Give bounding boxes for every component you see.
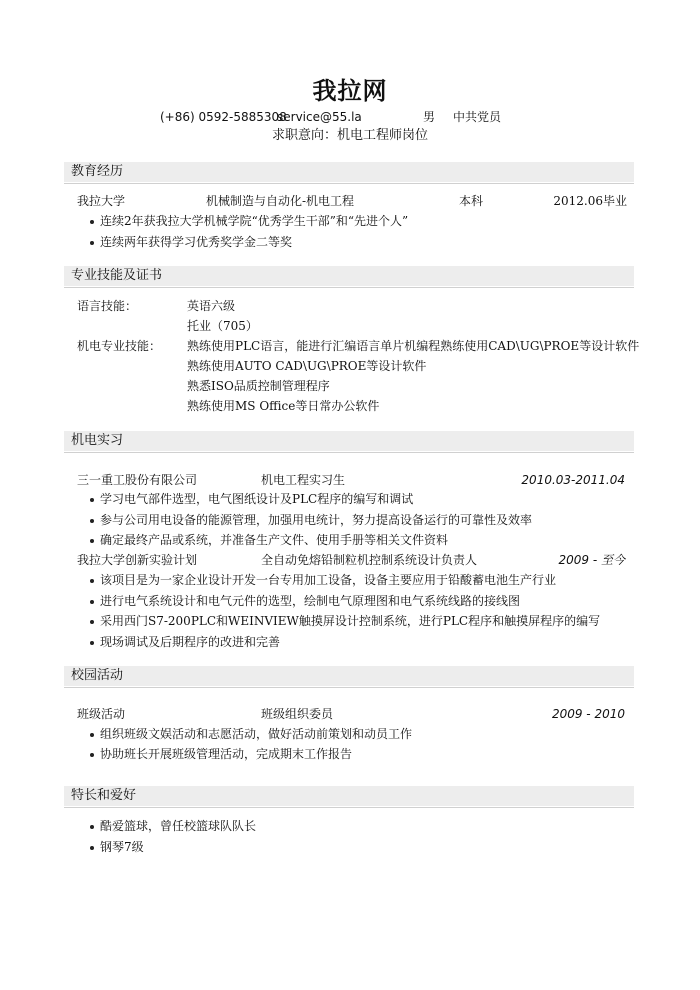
section-header-campus [64, 666, 634, 686]
company-name: 我拉大学创新实验计划 [77, 553, 198, 567]
section-title: 教育经历 [71, 164, 124, 179]
section-header-internship [64, 431, 634, 451]
list-item: 参与公司用电设备的能源管理，加强用电统计，努力提高设备运行的可靠性及效率 [100, 513, 533, 527]
divider [64, 183, 634, 184]
divider [64, 807, 634, 808]
degree: 本科 [459, 194, 484, 208]
bullet [90, 519, 94, 523]
major: 机械制造与自动化-机电工程 [206, 194, 355, 208]
divider [64, 687, 634, 688]
page-title: 我拉网 [312, 76, 388, 105]
bullet [90, 733, 94, 737]
list-item: 熟练使用AUTO CAD\UG\PROE等设计软件 [187, 359, 427, 373]
list-item: 进行电气系统设计和电气元件的选型，绘制电气原理图和电气系统线路的接线图 [100, 594, 521, 608]
bullet [90, 579, 94, 583]
list-item: 学习电气部件选型，电气图纸设计及PLC程序的编写和调试 [100, 492, 414, 506]
phone: (+86) 0592-5885308 [160, 110, 287, 124]
section-header-education [64, 162, 634, 182]
bullet [90, 620, 94, 624]
bullet [90, 825, 94, 829]
list-item: 连续2年获我拉大学机械学院“优秀学生干部”和“先进个人” [100, 214, 409, 228]
job-objective: 求职意向：机电工程师岗位 [271, 128, 428, 143]
email: service@55.la [277, 110, 362, 124]
language-skill-label: 语言技能： [77, 299, 138, 313]
activity-date: 2009 - 2010 [551, 707, 625, 721]
mech-skill-label: 机电专业技能： [77, 339, 162, 353]
bullet [90, 539, 94, 543]
list-item: 熟练使用MS Office等日常办公软件 [187, 399, 380, 413]
activity-org: 班级活动 [77, 707, 126, 721]
list-item: 酷爱篮球，曾任校篮球队队长 [100, 819, 257, 833]
political-status: 中共党员 [453, 110, 502, 124]
list-item: 协助班长开展班级管理活动，完成期末工作报告 [100, 747, 353, 761]
job-date: 2010.03-2011.04 [521, 473, 625, 487]
list-item: 该项目是为一家企业设计开发一台专用加工设备，设备主要应用于铅酸蓄电池生产行业 [100, 573, 557, 587]
list-item: 英语六级 [187, 299, 236, 313]
bullet [90, 241, 94, 245]
section-header-hobbies [64, 786, 634, 806]
list-item: 托业（705） [187, 319, 258, 333]
section-header-skills [64, 266, 634, 286]
list-item: 连续两年获得学习优秀奖学金二等奖 [100, 235, 293, 249]
list-item: 钢琴7级 [100, 840, 144, 854]
bullet [90, 220, 94, 224]
list-item: 采用西门S7-200PLC和WEINVIEW触摸屏设计控制系统，进行PLC程序和触摸屏程序的编写 [100, 614, 601, 628]
company-name: 三一重工股份有限公司 [77, 473, 198, 487]
section-title: 特长和爱好 [71, 788, 137, 803]
job-role: 机电工程实习生 [261, 473, 346, 487]
list-item: 熟悉ISO品质控制管理程序 [187, 379, 330, 393]
job-date: 2009 - 至今 [558, 553, 625, 567]
bullet [90, 753, 94, 757]
activity-role: 班级组织委员 [261, 707, 334, 721]
bullet [90, 600, 94, 604]
gender: 男 [423, 110, 436, 124]
bullet [90, 846, 94, 850]
bullet [90, 641, 94, 645]
section-title: 专业技能及证书 [71, 268, 163, 283]
list-item: 熟练使用PLC语言，能进行汇编语言单片机编程熟练使用CAD\UG\PROE等设计软件 [187, 339, 640, 353]
section-title: 校园活动 [71, 668, 124, 683]
list-item: 确定最终产品或系统，并准备生产文件、使用手册等相关文件资料 [100, 533, 449, 547]
section-title: 机电实习 [71, 433, 124, 448]
graduation-date: 2012.06毕业 [553, 194, 627, 208]
job-role: 全自动免熔铅制粒机控制系统设计负责人 [261, 553, 478, 567]
school-name: 我拉大学 [77, 194, 126, 208]
bullet [90, 498, 94, 502]
divider [64, 452, 634, 453]
list-item: 组织班级文娱活动和志愿活动，做好活动前策划和动员工作 [100, 727, 413, 741]
list-item: 现场调试及后期程序的改进和完善 [100, 635, 281, 649]
divider [64, 287, 634, 288]
